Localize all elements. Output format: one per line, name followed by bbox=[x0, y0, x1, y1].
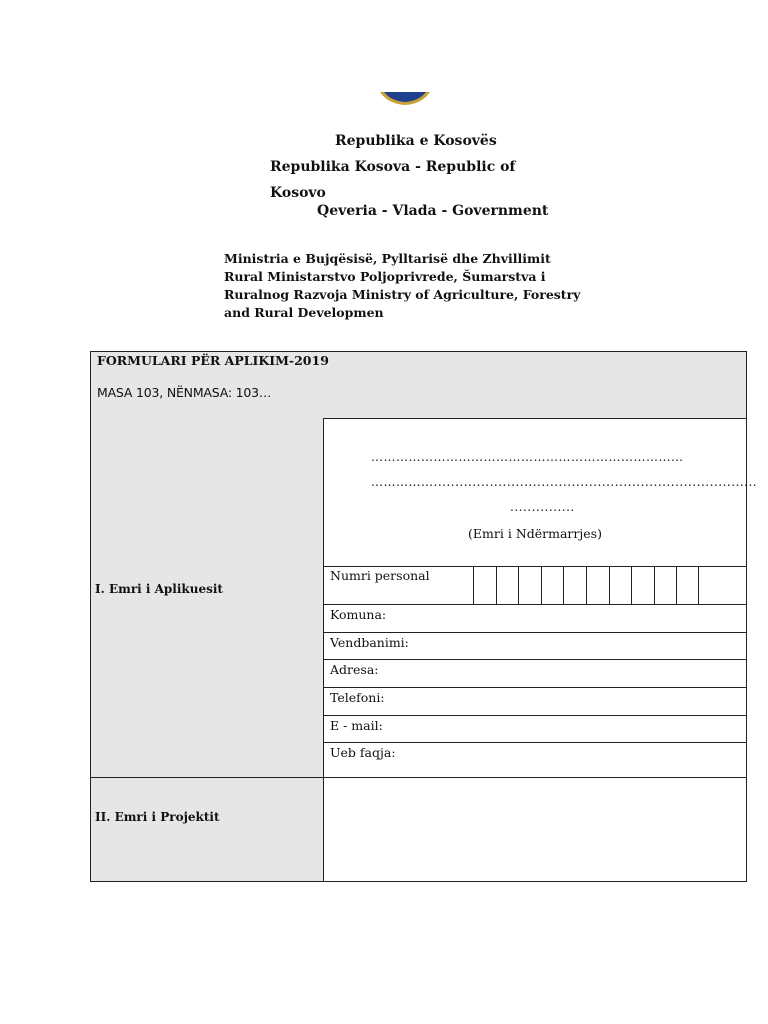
personal-number-digit-box[interactable] bbox=[563, 566, 586, 604]
dotted-fill-line: ………………………………………………………………… bbox=[371, 450, 684, 464]
header-line-government: Qeveria - Vlada - Government bbox=[317, 203, 549, 219]
ministry-line: Ruralnog Razvoja Ministry of Agriculture, Forestry bbox=[224, 287, 581, 302]
personal-number-digit-box[interactable] bbox=[631, 566, 654, 604]
phone-row[interactable] bbox=[324, 688, 746, 716]
email-label: E - mail: bbox=[330, 718, 383, 733]
header-line-republic-kosovo-albanian: Republika e Kosovës bbox=[335, 133, 497, 149]
municipality-row[interactable] bbox=[324, 605, 746, 633]
personal-number-digit-box[interactable] bbox=[609, 566, 632, 604]
personal-number-digit-box[interactable] bbox=[496, 566, 519, 604]
company-name-caption: (Emri i Ndërmarrjes) bbox=[468, 526, 602, 541]
section-applicant-name-label: I. Emri i Aplikuesit bbox=[95, 582, 223, 596]
ministry-line: Rural Ministarstvo Poljoprivrede, Šumarstva i bbox=[224, 269, 546, 284]
application-form-table bbox=[90, 351, 758, 882]
project-name-field[interactable] bbox=[324, 778, 746, 881]
personal-number-digit-box[interactable] bbox=[541, 566, 564, 604]
ministry-line: Ministria e Bujqësisë, Pylltarisë dhe Zhvillimit bbox=[224, 251, 551, 266]
ministry-block bbox=[224, 250, 581, 322]
dotted-fill-line: ……………........................................................................... bbox=[371, 475, 758, 489]
residence-label: Vendbanimi: bbox=[330, 635, 409, 650]
personal-number-label: Numri personal bbox=[330, 568, 430, 583]
company-name-field[interactable] bbox=[324, 418, 758, 567]
address-label: Adresa: bbox=[330, 662, 379, 677]
header-line-kosovo: Kosovo bbox=[270, 185, 326, 201]
section-project-name-label-cell bbox=[91, 778, 324, 881]
email-row[interactable] bbox=[324, 716, 746, 743]
ministry-line: and Rural Developmen bbox=[224, 305, 384, 320]
kosovo-coat-of-arms-icon bbox=[378, 92, 432, 106]
personal-number-digit-boxes[interactable] bbox=[473, 566, 699, 604]
personal-number-digit-box[interactable] bbox=[518, 566, 541, 604]
form-title: FORMULARI PËR APLIKIM-2019 bbox=[97, 353, 329, 368]
personal-number-digit-box[interactable] bbox=[473, 566, 496, 604]
phone-label: Telefoni: bbox=[330, 690, 385, 705]
municipality-label: Komuna: bbox=[330, 607, 387, 622]
section-applicant-name-label-cell bbox=[91, 418, 324, 778]
header-line-republic-kosovo-serbian: Republika Kosova - Republic of bbox=[270, 159, 516, 175]
website-label: Ueb faqja: bbox=[330, 745, 396, 760]
personal-number-digit-box[interactable] bbox=[586, 566, 609, 604]
address-row[interactable] bbox=[324, 660, 746, 688]
personal-number-digit-box[interactable] bbox=[676, 566, 699, 604]
website-row[interactable] bbox=[324, 743, 746, 778]
personal-number-row[interactable] bbox=[324, 566, 746, 605]
personal-number-digit-box[interactable] bbox=[654, 566, 677, 604]
dotted-fill-line: ............... bbox=[510, 500, 575, 514]
section-project-name-label: II. Emri i Projektit bbox=[95, 810, 220, 824]
form-header bbox=[91, 352, 746, 419]
form-measure-subtitle: MASA 103, NËNMASA: 103… bbox=[97, 385, 272, 400]
residence-row[interactable] bbox=[324, 633, 746, 660]
